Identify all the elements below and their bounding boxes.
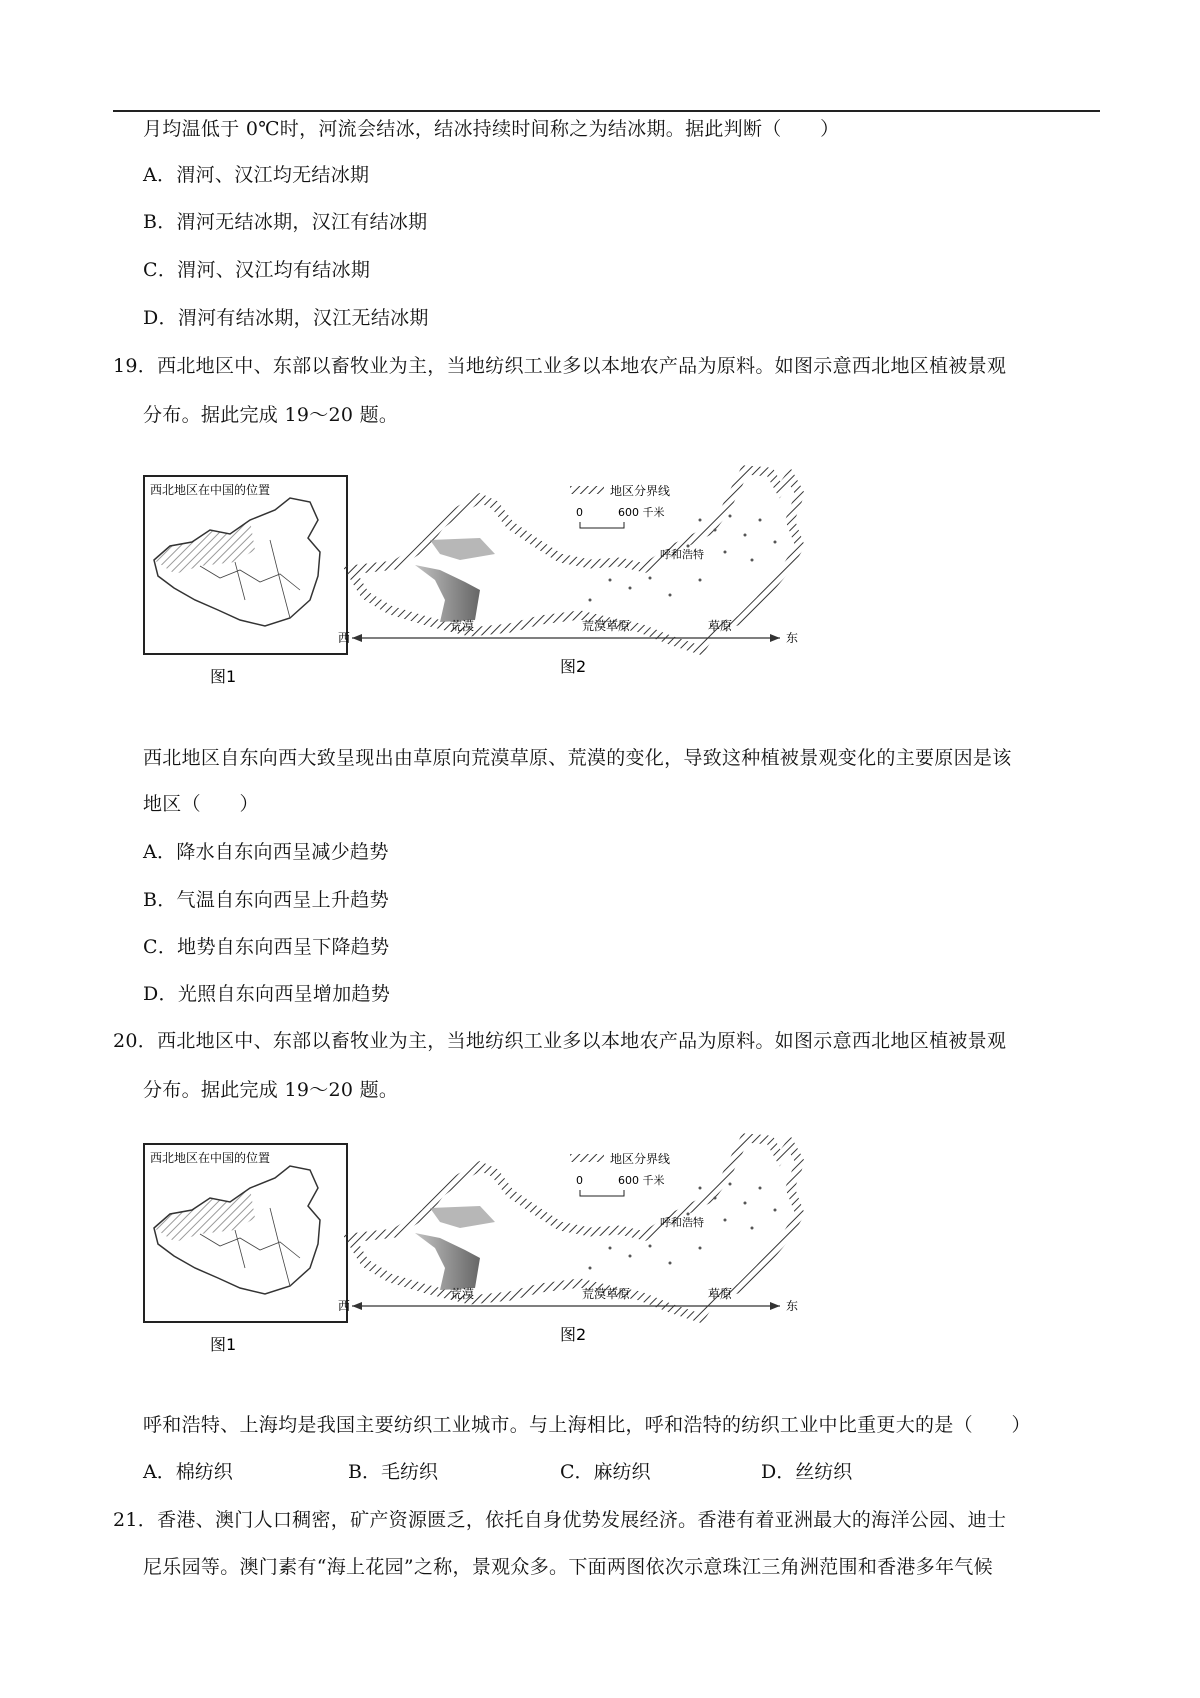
q20-option-a: A．棉纺织 (143, 1461, 233, 1483)
q18-option-c: C．渭河、汉江均有结冰期 (143, 259, 371, 281)
axis-east-label: 东 (786, 1299, 799, 1313)
city-label-hohhot: 呼和浩特 (660, 548, 704, 561)
legend-boundary-swatch (570, 486, 604, 494)
q19-option-d: D．光照自东向西呈增加趋势 (143, 983, 391, 1005)
fig2-caption: 图2 (560, 1325, 587, 1344)
legend-label: 地区分界线 (610, 484, 671, 498)
q20-figure (140, 1118, 880, 1373)
legend-boundary-swatch (570, 1154, 604, 1162)
scale-value: 600 千米 (618, 1174, 665, 1187)
inset-title: 西北地区在中国的位置 (150, 1151, 271, 1165)
q19-question-line2: 地区（ ） (143, 793, 259, 815)
q18-stem: 月均温低于 0℃时，河流会结冰，结冰持续时间称之为结冰期。据此判断（ ） (143, 118, 840, 140)
q19-option-a: A．降水自东向西呈减少趋势 (143, 841, 389, 863)
northwest-region-boundary (350, 1138, 800, 1318)
fig1-caption: 图1 (210, 667, 237, 686)
axis-east-label: 东 (786, 631, 799, 645)
scale-zero: 0 (576, 1174, 583, 1187)
q21-line1: 21．香港、澳门人口稠密，矿产资源匮乏，依托自身优势发展经济。香港有着亚洲最大的海洋公园、迪士 (113, 1509, 1007, 1531)
scale-zero: 0 (576, 506, 583, 519)
q18-option-d: D．渭河有结冰期，汉江无结冰期 (143, 307, 429, 329)
q20-options-row (143, 1460, 943, 1484)
q20-question-line1: 呼和浩特、上海均是我国主要纺织工业城市。与上海相比，呼和浩特的纺织工业中比重更大的是（ ） (143, 1414, 1031, 1436)
scale-bar (580, 1190, 624, 1196)
basin-shading (430, 538, 495, 560)
scale-value: 600 千米 (618, 506, 665, 519)
q18-option-b: B．渭河无结冰期，汉江有结冰期 (143, 211, 428, 233)
northwest-region-boundary (350, 470, 800, 650)
q19-figure (140, 450, 880, 705)
inset-title: 西北地区在中国的位置 (150, 483, 271, 497)
scale-bar (580, 522, 624, 528)
zone-label-desert-steppe: 荒漠草原 (582, 619, 631, 633)
q21-line2: 尼乐园等。澳门素有“海上花园”之称，景观众多。下面两图依次示意珠江三角洲范围和香港多年气候 (143, 1556, 993, 1578)
zone-label-steppe: 草原 (708, 619, 733, 633)
q20-intro-line1: 20．西北地区中、东部以畜牧业为主，当地纺织工业多以本地农产品为原料。如图示意西北地区植被景观 (113, 1030, 1007, 1052)
desert-zone-shading (415, 1233, 480, 1290)
q20-option-c: C．麻纺织 (560, 1461, 651, 1483)
q19-intro-line1: 19．西北地区中、东部以畜牧业为主，当地纺织工业多以本地农产品为原料。如图示意西北地区植被景观 (113, 355, 1007, 377)
fig1-caption: 图1 (210, 1335, 237, 1354)
zone-label-desert: 荒漠 (450, 619, 475, 633)
fig2-caption: 图2 (560, 657, 587, 676)
q20-option-d: D．丝纺织 (761, 1461, 853, 1483)
axis-west-label: 西 (338, 1299, 351, 1313)
q20-option-b: B．毛纺织 (348, 1461, 438, 1483)
zone-label-desert: 荒漠 (450, 1287, 475, 1301)
q20-intro-line2: 分布。据此完成 19～20 题。 (143, 1079, 399, 1101)
desert-zone-shading (415, 565, 480, 622)
legend-label: 地区分界线 (610, 1152, 671, 1166)
city-label-hohhot: 呼和浩特 (660, 1216, 704, 1229)
q19-question-line1: 西北地区自东向西大致呈现出由草原向荒漠草原、荒漠的变化，导致这种植被景观变化的主要原因是该 (143, 747, 1012, 769)
northwest-vegetation-map (140, 450, 880, 705)
northwest-vegetation-map (140, 1118, 880, 1373)
zone-label-desert-steppe: 荒漠草原 (582, 1287, 631, 1301)
q19-intro-line2: 分布。据此完成 19～20 题。 (143, 404, 399, 426)
zone-label-steppe: 草原 (708, 1287, 733, 1301)
q19-option-c: C．地势自东向西呈下降趋势 (143, 936, 390, 958)
basin-shading (430, 1206, 495, 1228)
q19-option-b: B．气温自东向西呈上升趋势 (143, 889, 389, 911)
header-rule (113, 110, 1100, 112)
q18-option-a: A．渭河、汉江均无结冰期 (143, 164, 370, 186)
axis-west-label: 西 (338, 631, 351, 645)
